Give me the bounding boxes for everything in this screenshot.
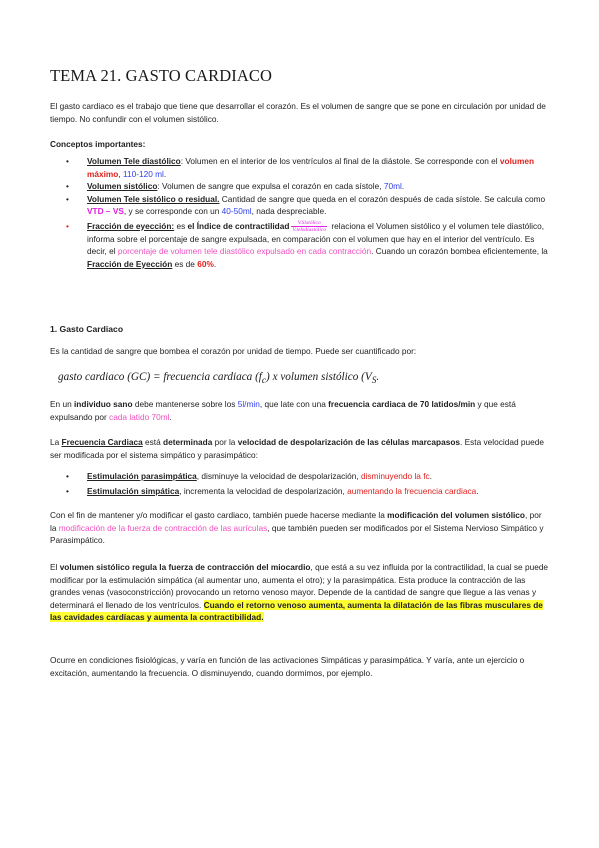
stimulation-list bbox=[50, 470, 550, 499]
concept-vs: • Volumen sistólico: Volumen de sangre que expulsa el corazón en cada sístole, 70ml. bbox=[66, 181, 405, 191]
section-heading: 1. Gasto Cardiaco bbox=[50, 324, 124, 334]
concepts-heading: Conceptos importantes: bbox=[50, 139, 146, 149]
vts-formula: VTD – VS bbox=[87, 206, 124, 216]
vts-range: 40-50ml bbox=[221, 206, 252, 216]
highlighted-text: Cuando el retorno venoso aumenta, aumenta la dilatación de las fibras musculares de las cavidades cardíacas y aumenta la contractibilidad. bbox=[50, 599, 543, 622]
concept-term: Volumen sistólico bbox=[87, 181, 158, 191]
concepts-list bbox=[50, 155, 550, 270]
concept-term: Fracción de eyección: bbox=[87, 220, 175, 231]
concept-fe: • Fracción de eyección: es el Índice de contractilidad $\frac{\text{V.Sistólico}}{\text{V.telediastólico}}$ relaciona el Volumen sistólico y el volumen tele diastólico, informa sobre el porcentaje de sangre expulsada, en comparación con el volumen que hay en el interior del ventrículo. Es decir, el porcentaje de volumen tele diastólico expulsado en cada contracción. Cuando un corazón bombea eficientemente, la Fracción de Eyección es de 60%. bbox=[66, 219, 548, 269]
bullet-icon: • bbox=[66, 485, 69, 496]
bullet-icon: • bbox=[66, 156, 69, 166]
heart-rate-paragraph: La Frecuencia Cardiaca está determinada por la velocidad de despolarización de las células marcapasos. Esta velocidad puede ser modificada por el sistema simpático y parasimpático: bbox=[50, 437, 544, 460]
stroke-volume-modification-paragraph: Con el fin de mantener y/o modificar el gasto cardiaco, también puede hacerse mediante la modificación del volumen sistólico, por la modificación de la fuerza de contracción de las aurículas, que también pueden ser modificados por el Sistema Nervioso Simpático y Parasimpático. bbox=[50, 510, 544, 545]
page-title: TEMA 21. GASTO CARDIACO bbox=[50, 66, 273, 85]
fe-definition-highlight: porcentaje de volumen tele diastólico expulsado en cada contracción bbox=[117, 246, 372, 257]
bullet-icon: • bbox=[66, 181, 69, 191]
bullet-icon: • bbox=[66, 220, 69, 231]
contractility-index: el Índice de contractilidad bbox=[187, 220, 290, 231]
sympathetic-item: • Estimulación simpática, incrementa la velocidad de despolarización, aumentando la frecuencia cardiaca. bbox=[66, 485, 479, 496]
concept-term: Volumen Tele sistólico o residual. bbox=[87, 193, 220, 204]
cardiac-output-formula: gasto cardiaco (GC) = frecuencia cardiaca $(f_c)$ x volumen sistólico ($V_S$. bbox=[58, 371, 380, 387]
bullet-icon: • bbox=[66, 471, 69, 481]
vs-value: 70ml bbox=[383, 181, 402, 191]
concept-vtd: • Volumen Tele diastólico: Volumen en el interior de los ventrículos al final de la diástole. Se corresponde con el volumen máximo, 110-120 ml. bbox=[66, 156, 535, 179]
parasympathetic-item: • Estimulación parasimpática, disminuye la velocidad de despolarización, disminuyendo la fc. bbox=[66, 471, 432, 481]
intro-paragraph: El gasto cardiaco es el trabajo que tiene que desarrollar el corazón. Es el volumen de sangre que se pone en circulación por unidad de tiempo. No confundir con el volumen sistólico. bbox=[50, 101, 546, 124]
healthy-individual-paragraph: En un individuo sano debe mantenerse sobre los 5l/min, que late con una frecuencia cardiaca de 70 latidos/min y que está expulsando por cada latido 70ml. bbox=[50, 399, 516, 422]
vtd-range: 110-120 ml bbox=[122, 168, 164, 179]
fe-percent: 60% bbox=[197, 258, 214, 269]
max-volume-label: volumen máximo bbox=[87, 156, 535, 179]
concept-vts: • Volumen Tele sistólico o residual. Cantidad de sangre que queda en el corazón después de cada sístole. Se calcula como VTD – VS, y se corresponde con un 40-50ml, nada despreciable. bbox=[66, 193, 546, 216]
closing-paragraph: Ocurre en condiciones fisiológicas, y varía en función de las activaciones Simpáticas y parasimpática. Y varía, ante un ejercicio o excitación, aumentando la frecuencia. O disminuyendo, cuando dormimos, por ejemplo. bbox=[50, 655, 525, 678]
section-definition: Es la cantidad de sangre que bombea el corazón por unidad de tiempo. Puede ser cuantificado por: bbox=[50, 346, 417, 356]
bullet-icon: • bbox=[66, 193, 69, 204]
stroke-volume-paragraph: El volumen sistólico regula la fuerza de contracción del miocardio, que está a su vez influida por la contractilidad, la cual se puede modificar por la estimulación simpática (al aumentar uno, aumenta el otro); y la parasimpática. Esta produce la contracción de las grandes venas (vasoconstricción) provocando un retorno venoso mayor. Depende de la cantidad de sangre que llegue a las venas y determinará el llenado de los ventrículos. Cuando el retorno venoso aumenta, aumenta la dilatación de las fibras musculares de las cavidades cardíacas y aumenta la contractibilidad. bbox=[50, 562, 549, 622]
ejection-fraction-formula: $\frac{\text{V.Sistólico}}{\text{V.telediastólico}}$ bbox=[292, 219, 327, 233]
concept-term: Volumen Tele diastólico bbox=[87, 156, 181, 166]
fe-term: Fracción de Eyección bbox=[87, 258, 173, 269]
